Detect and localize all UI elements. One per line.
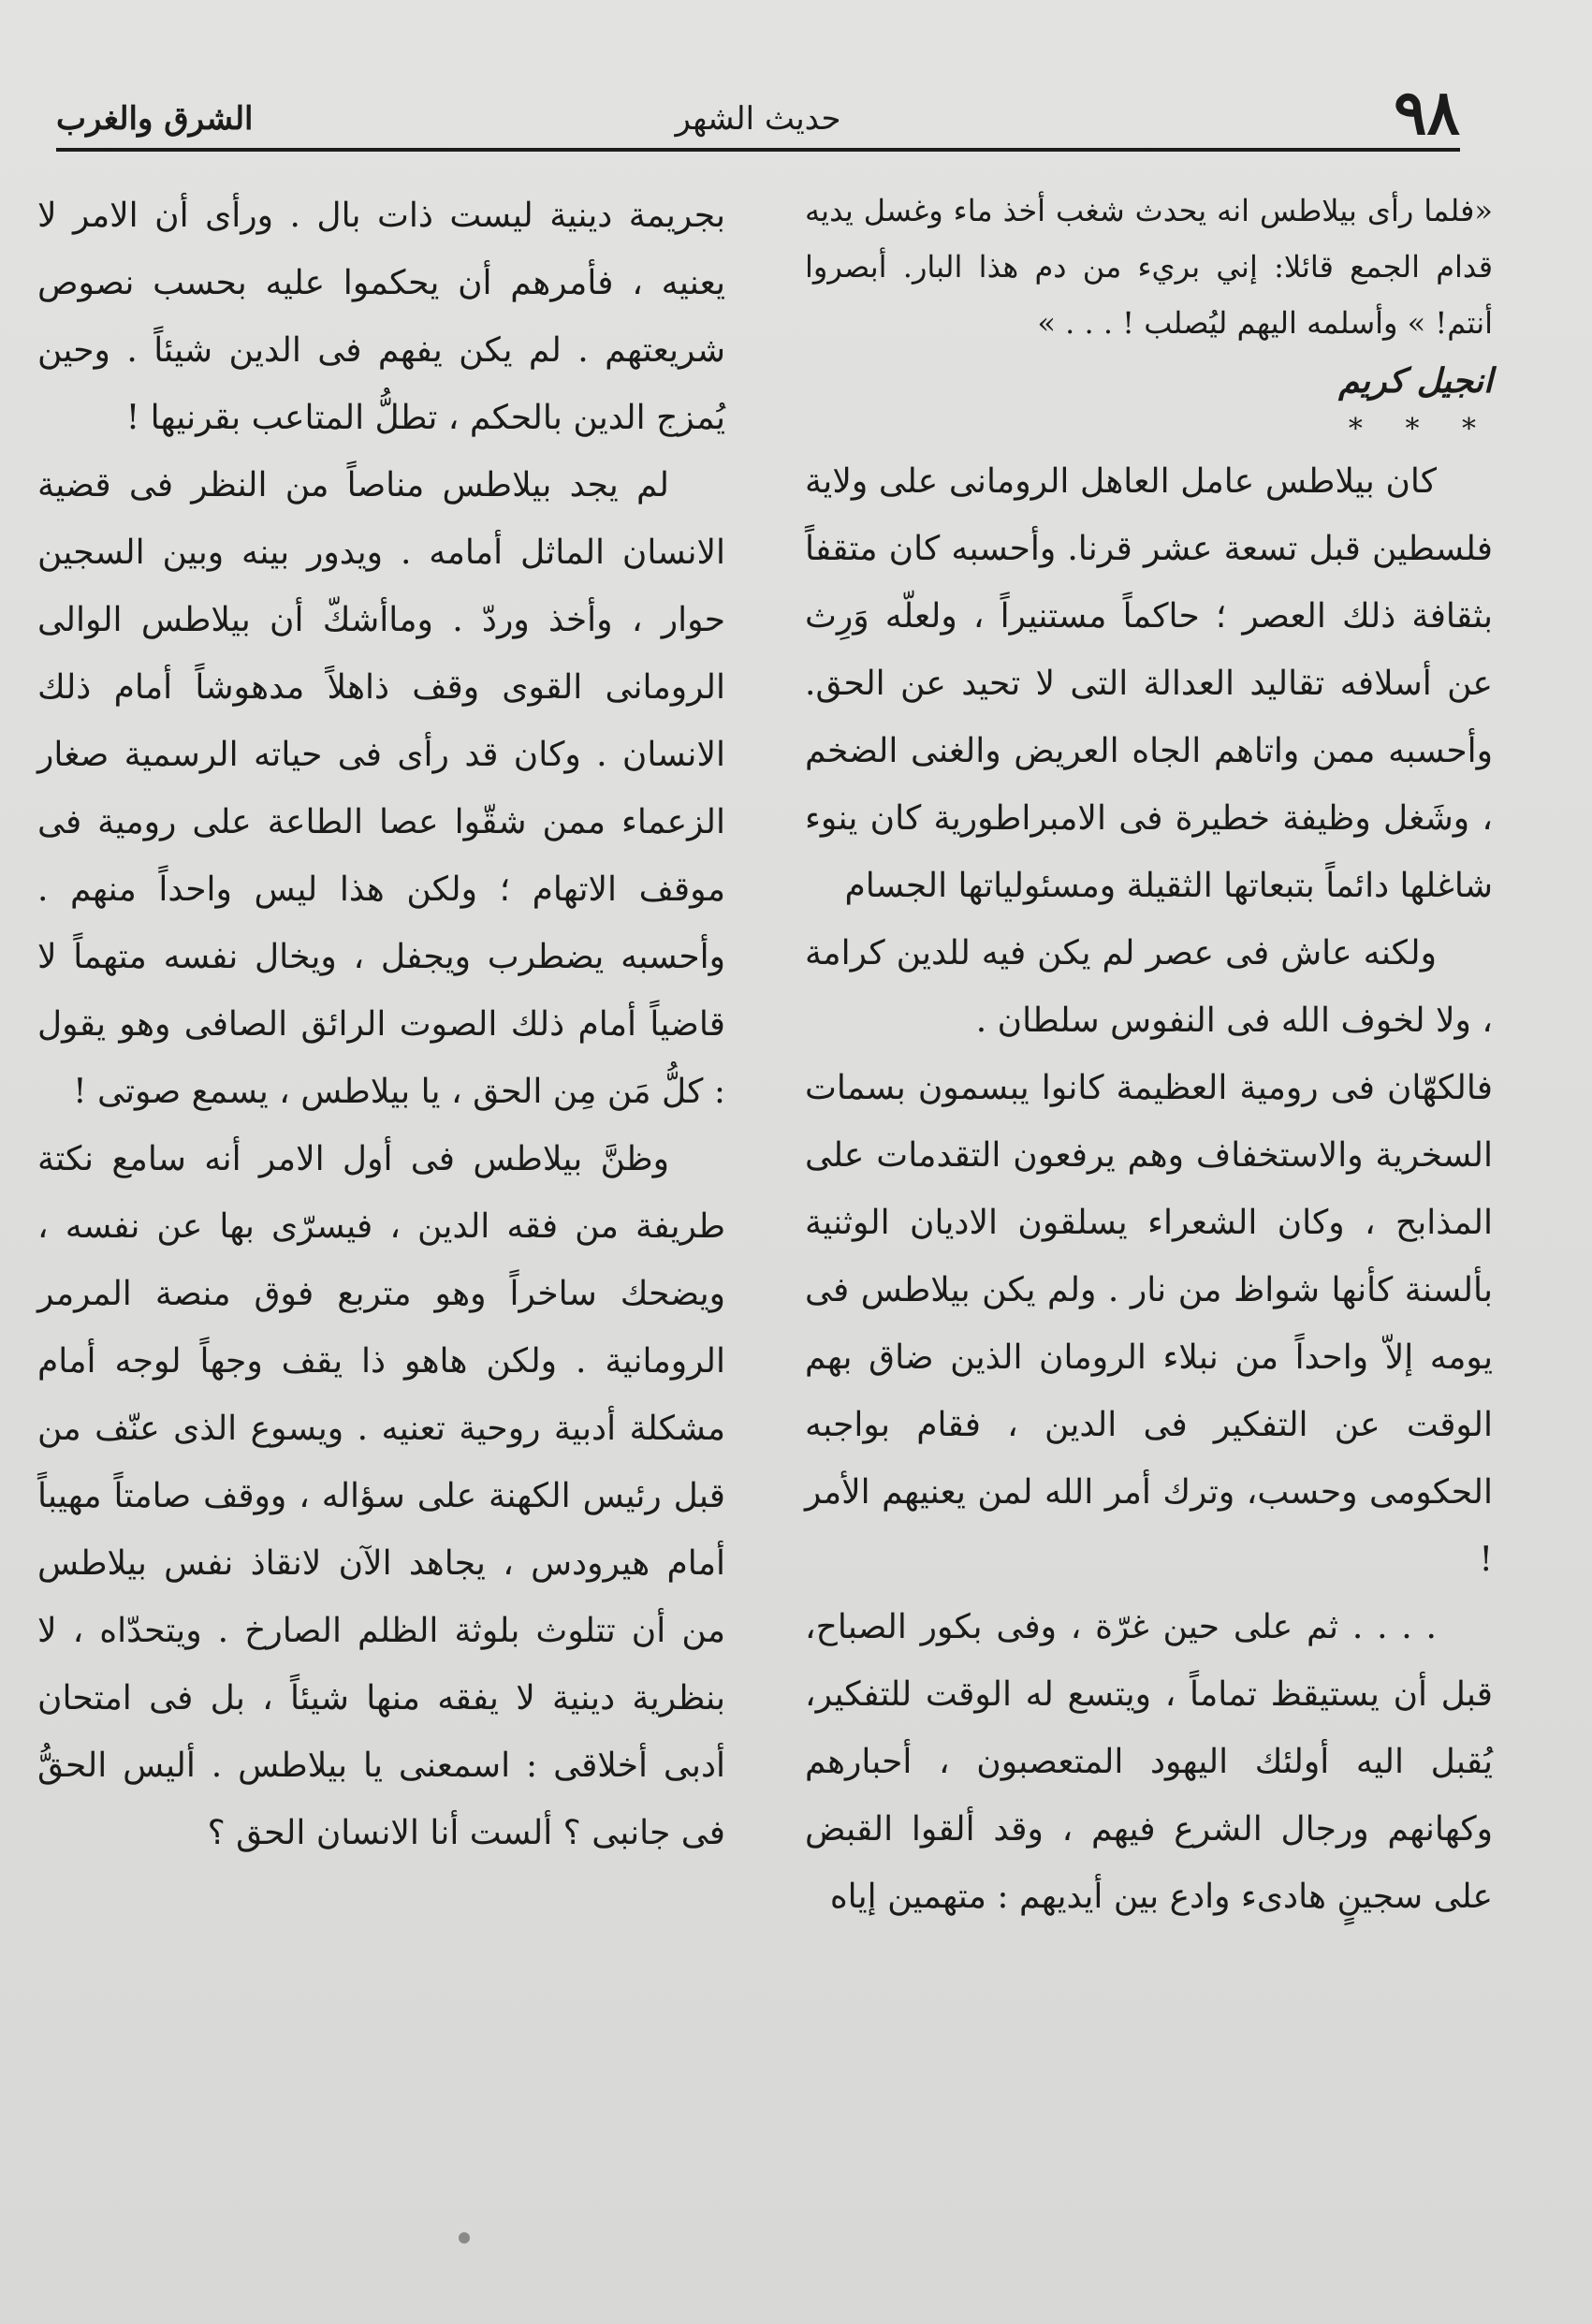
section-separator: * * * xyxy=(1348,413,1493,446)
print-speck xyxy=(459,2232,470,2244)
paragraph-continuation: بجريمة دينية ليست ذات بال . ورأى أن الامر لا يعنيه ، فأمرهم أن يحكموا عليه بحسب نصوص شريعتهم . لم يكن يفهم فى الدين شيئاً . وحين يُمزج الدين بالحكم ، تطلُّ المتاعب بقرنيها ! xyxy=(37,197,725,437)
page-header xyxy=(56,75,1460,159)
page-number: ٩٨ xyxy=(1394,76,1460,149)
right-column xyxy=(805,183,1493,1931)
paragraph: ولكنه عاش فى عصر لم يكن فيه للدين كرامة ، ولا لخوف الله فى النفوس سلطان . xyxy=(805,934,1493,1040)
paragraph: كان بيلاطس عامل العاهل الرومانى على ولاية فلسطين قبل تسعة عشر قرنا. وأحسبه كان متقفاً بثقافة ذلك العصر ؛ حاكماً مستنيراً ، ولعلّه وَرِث عن أسلافه تقاليد العدالة التى لا تحيد عن الحق. وأحسبه ممن واتاهم الجاه العريض والغنى الضخم ، وشَغل وظيفة خطيرة فى الامبراطورية كان ينوء شاغلها دائماً بتبعاتها الثقيلة ومسئولياتها الجسام xyxy=(805,462,1493,905)
paragraph: . . . . ثم على حين غرّة ، وفى بكور الصباح، قبل أن يستيقظ تماماً ، ويتسع له الوقت للتفكير، يُقبل اليه أولئك اليهود المتعصبون ، أحبارهم وكهانهم ورجال الشرع فيهم ، وقد ألقوا القبض على سجينٍ هادىء وادع بين أيديهم : متهمين إياه xyxy=(805,1608,1493,1916)
left-column xyxy=(37,183,725,1867)
magazine-title: الشرق والغرب xyxy=(56,100,254,138)
paragraph: فالكهّان فى رومية العظيمة كانوا يبسمون بسمات السخرية والاستخفاف وهم يرفعون التقدمات على المذابح ، وكان الشعراء يسلقون الاديان الوثنية بألسنة كأنها شواظ من نار . ولم يكن بيلاطس فى يومه إلاّ واحداً من نبلاء الرومان الذين ضاق بهم الوقت عن التفكير فى الدين ، فقام بواجبه الحكومى وحسب، وترك أمر الله لمن يعنيهم الأمر ! xyxy=(805,1069,1493,1579)
section-title: حديث الشهر xyxy=(675,100,841,138)
header-divider xyxy=(56,148,1460,152)
paragraph: لم يجد بيلاطس مناصاً من النظر فى قضية الانسان الماثل أمامه . ويدور بينه وبين السجين حوار ، وأخذ وردّ . وماأشكّ أن بيلاطس الوالى الرومانى القوى وقف ذاهلاً مدهوشاً أمام ذلك الانسان . وكان قد رأى فى حياته الرسمية صغار الزعماء ممن شقّوا عصا الطاعة على رومية فى موقف الاتهام ؛ ولكن هذا ليس واحداً منهم . وأحسبه يضطرب ويجفل ، ويخال نفسه متهماً لا قاضياً أمام ذلك الصوت الرائق الصافى وهو يقول : كلُّ مَن مِن الحق ، يا بيلاطس ، يسمع صوتى ! xyxy=(37,466,725,1111)
paragraph: وظنَّ بيلاطس فى أول الامر أنه سامع نكتة طريفة من فقه الدين ، فيسرّى بها عن نفسه ، ويضحك ساخراً وهو متربع فوق منصة المرمر الرومانية . ولكن هاهو ذا يقف وجهاً لوجه أمام مشكلة أدبية روحية تعنيه . ويسوع الذى عنّف من قبل رئيس الكهنة على سؤاله ، ووقف صامتاً مهيباً أمام هيرودس ، يجاهد الآن لانقاذ نفس بيلاطس من أن تتلوث بلوثة الظلم الصارخ . ويتحدّاه ، لا بنظرية دينية لا يفقه منها شيئاً ، بل فى امتحان أدبى أخلاقى : اسمعنى يا بيلاطس . أليس الحقُّ فى جانبى ؟ ألست أنا الانسان الحق ؟ xyxy=(37,1140,725,1852)
epigraph-quote: «فلما رأى بيلاطس انه يحدث شغب أخذ ماء وغسل يديه قدام الجمع قائلا: إني بريء من دم هذا البار. أبصروا أنتم! » وأسلمه اليهم ليُصلب ! . . . » xyxy=(805,193,1493,341)
epigraph-source: انجيل كريم xyxy=(1338,361,1493,401)
